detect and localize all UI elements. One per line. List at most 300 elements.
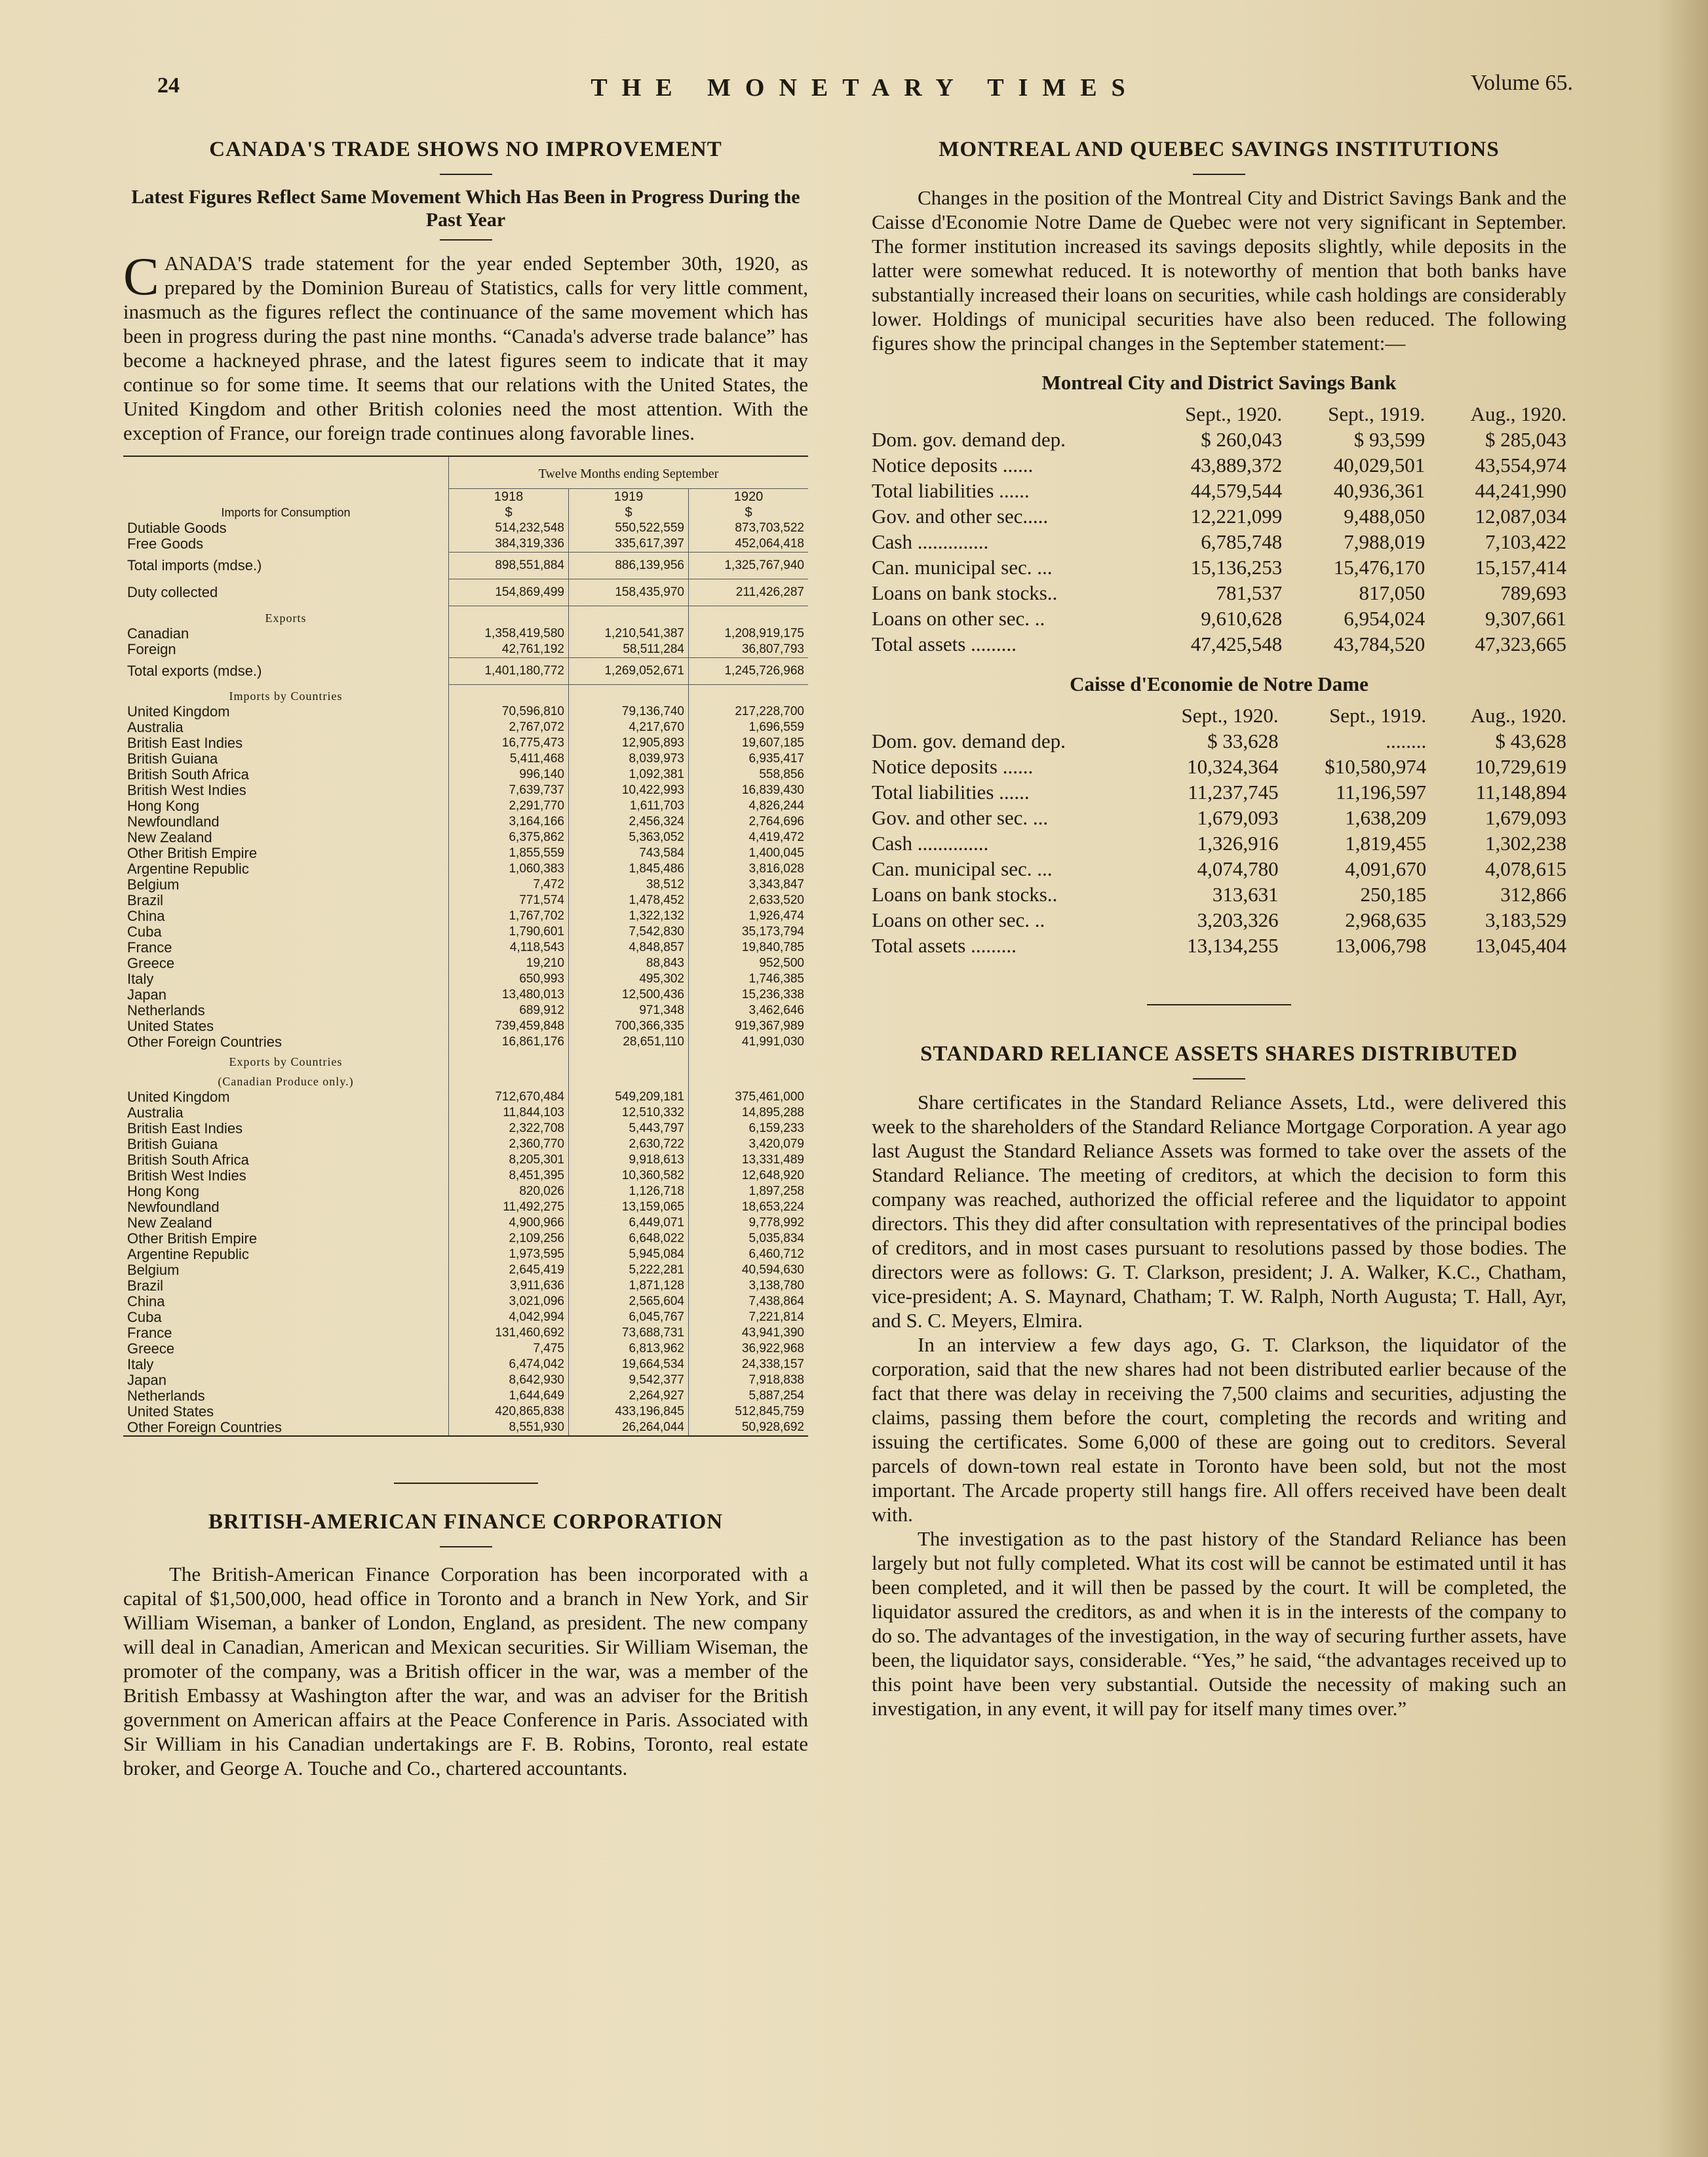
export-country-value: 820,026 (449, 1184, 569, 1199)
import-country-value: 650,993 (449, 971, 569, 987)
import-country-value: 4,848,857 (569, 940, 689, 956)
export-country-value: 73,688,731 (569, 1325, 689, 1341)
montreal-row (872, 503, 1566, 529)
export-country-label: Greece (127, 1340, 175, 1357)
export-country-value: 5,945,084 (569, 1247, 689, 1262)
duty-collected-label: Duty collected (127, 584, 218, 600)
import-country-value: 41,991,030 (689, 1034, 809, 1050)
montreal-value: $ 93,599 (1353, 428, 1426, 451)
total-imports-value: 898,551,884 (449, 553, 569, 579)
import-country-row (123, 767, 808, 783)
export-row (123, 626, 808, 642)
export-country-value: 13,159,065 (569, 1199, 689, 1215)
import-country-row (123, 735, 808, 751)
import-country-label: United States (127, 1018, 214, 1034)
export-country-value: 6,474,042 (449, 1357, 569, 1372)
export-country-label: Other British Empire (127, 1230, 258, 1247)
export-country-value: 6,159,233 (689, 1121, 809, 1137)
caisse-value: 1,326,916 (1197, 832, 1279, 855)
import-country-label: United Kingdom (127, 703, 230, 720)
export-country-row (123, 1357, 808, 1372)
montreal-value: 15,136,253 (1190, 556, 1283, 579)
import-country-value: 15,236,338 (689, 987, 809, 1003)
montreal-value: 817,050 (1359, 581, 1426, 604)
article-body-trade (123, 246, 808, 445)
import-country-value: 2,291,770 (449, 798, 569, 814)
export-country-value: 5,887,254 (689, 1388, 809, 1404)
total-exports-value: 1,269,052,671 (569, 657, 689, 684)
import-country-label: Brazil (127, 892, 164, 908)
import-country-value: 1,790,601 (449, 924, 569, 940)
export-country-label: Hong Kong (127, 1183, 200, 1199)
blank-cell (689, 606, 809, 626)
export-country-label: Japan (127, 1372, 166, 1388)
import-value: 452,064,418 (689, 536, 809, 553)
import-country-label: Cuba (127, 923, 162, 940)
export-country-label: British West Indies (127, 1167, 246, 1184)
import-country-value: 1,060,383 (449, 861, 569, 877)
right-column (872, 138, 1566, 1720)
import-country-value: 1,611,703 (569, 798, 689, 814)
import-country-row (123, 971, 808, 987)
import-country-value: 5,363,052 (569, 830, 689, 845)
total-exports-row (123, 657, 808, 684)
caisse-value: 11,196,597 (1335, 781, 1427, 804)
import-country-value: 919,367,989 (689, 1019, 809, 1034)
import-country-label: Greece (127, 955, 175, 971)
montreal-value: 43,784,520 (1333, 632, 1426, 655)
export-country-label: United States (127, 1403, 214, 1420)
trade-statistics-table (123, 456, 808, 1437)
article-title-savings: MONTREAL AND QUEBEC SAVINGS INSTITUTIONS (939, 138, 1500, 161)
caisse-value: 1,302,238 (1485, 832, 1566, 855)
montreal-label: Cash .............. (872, 530, 989, 553)
publication-title: THE MONETARY TIMES (591, 74, 1140, 102)
export-country-value: 19,664,534 (569, 1357, 689, 1372)
caisse-value: 312,866 (1500, 883, 1566, 906)
blank-cell (569, 1050, 689, 1070)
import-country-value: 2,633,520 (689, 893, 809, 908)
export-country-value: 4,042,994 (449, 1310, 569, 1325)
caisse-value: 11,237,745 (1188, 781, 1279, 804)
export-country-value: 712,670,484 (449, 1089, 569, 1105)
export-country-value: 10,360,582 (569, 1168, 689, 1184)
export-country-label: Cuba (127, 1309, 162, 1325)
export-country-row (123, 1199, 808, 1215)
export-value: 1,210,541,387 (569, 626, 689, 642)
export-country-value: 549,209,181 (569, 1089, 689, 1105)
export-country-value: 375,461,000 (689, 1089, 809, 1105)
import-country-value: 7,472 (449, 877, 569, 893)
caisse-label: Dom. gov. demand dep. (872, 729, 1066, 752)
import-country-value: 35,173,794 (689, 924, 809, 940)
caisse-value: $ 43,628 (1495, 729, 1566, 752)
import-country-value: 16,775,473 (449, 735, 569, 751)
import-country-value: 689,912 (449, 1003, 569, 1019)
export-country-label: Argentine Republic (127, 1246, 249, 1262)
export-country-value: 12,510,332 (569, 1105, 689, 1121)
article-title-british-american: BRITISH-AMERICAN FINANCE CORPORATION (208, 1510, 724, 1534)
import-row (123, 520, 808, 536)
exports-countries-section-label: Exports by Countries (229, 1055, 343, 1068)
total-exports-label: Total exports (mdse.) (127, 662, 262, 679)
volume-label: Volume 65. (1470, 71, 1573, 95)
export-country-label: Netherlands (127, 1388, 205, 1404)
export-country-label: Other Foreign Countries (127, 1419, 282, 1435)
export-country-value: 18,653,224 (689, 1199, 809, 1215)
export-value: 36,807,793 (689, 642, 809, 658)
import-country-value: 743,584 (569, 845, 689, 861)
montreal-value: 44,579,544 (1190, 479, 1283, 502)
import-country-value: 70,596,810 (449, 704, 569, 720)
montreal-value: 7,103,422 (1485, 530, 1566, 553)
import-country-value: 2,764,696 (689, 814, 809, 830)
title-rule (1193, 174, 1245, 175)
import-country-value: 7,542,830 (569, 924, 689, 940)
import-country-row (123, 720, 808, 735)
caisse-row (872, 882, 1566, 907)
montreal-row (872, 580, 1566, 606)
export-country-value: 8,551,930 (449, 1420, 569, 1436)
caisse-value: 4,078,615 (1485, 857, 1566, 880)
exports-countries-section (123, 1050, 808, 1070)
drop-cap: C (123, 246, 159, 306)
trade-years-header (123, 489, 808, 505)
import-country-label: British Guiana (127, 750, 218, 767)
import-country-value: 1,092,381 (569, 767, 689, 783)
montreal-value: 15,157,414 (1475, 556, 1566, 579)
export-country-row (123, 1372, 808, 1388)
import-country-label: Netherlands (127, 1002, 205, 1019)
montreal-label: Total liabilities ...... (872, 479, 1030, 502)
import-label: Dutiable Goods (127, 520, 227, 536)
export-label: Canadian (127, 625, 189, 642)
export-country-value: 1,897,258 (689, 1184, 809, 1199)
caisse-value: 1,819,455 (1345, 832, 1427, 855)
import-country-row (123, 783, 808, 798)
export-value: 58,511,284 (569, 642, 689, 658)
imports-countries-section (123, 684, 808, 704)
montreal-header-row (872, 401, 1566, 427)
import-country-value: 16,861,176 (449, 1034, 569, 1050)
blank-cell (872, 401, 1139, 427)
export-country-value: 8,205,301 (449, 1152, 569, 1168)
import-country-label: Belgium (127, 876, 180, 893)
export-country-value: 24,338,157 (689, 1357, 809, 1372)
montreal-value: 9,307,661 (1485, 607, 1566, 630)
caisse-value: 10,729,619 (1475, 755, 1566, 778)
export-country-value: 11,844,103 (449, 1105, 569, 1121)
caisse-value: $ 33,628 (1207, 729, 1279, 752)
export-country-value: 1,644,649 (449, 1388, 569, 1404)
montreal-value: 9,610,628 (1201, 607, 1283, 630)
caisse-value: 11,148,894 (1475, 781, 1566, 804)
export-country-value: 5,443,797 (569, 1121, 689, 1137)
total-exports-value: 1,245,726,968 (689, 657, 809, 684)
import-country-value: 10,422,993 (569, 783, 689, 798)
import-country-value: 3,164,166 (449, 814, 569, 830)
import-country-value: 495,302 (569, 971, 689, 987)
subtitle-rule (440, 239, 492, 241)
import-country-value: 2,456,324 (569, 814, 689, 830)
caisse-value: 250,185 (1360, 883, 1427, 906)
page-number: 24 (157, 73, 180, 98)
import-country-value: 1,845,486 (569, 861, 689, 877)
export-value: 1,208,919,175 (689, 626, 809, 642)
export-country-row (123, 1184, 808, 1199)
caisse-label: Cash .............. (872, 832, 989, 855)
import-country-value: 16,839,430 (689, 783, 809, 798)
export-country-value: 13,331,489 (689, 1152, 809, 1168)
import-country-value: 3,343,847 (689, 877, 809, 893)
export-country-value: 1,871,128 (569, 1278, 689, 1294)
export-country-value: 8,642,930 (449, 1372, 569, 1388)
import-value: 550,522,559 (569, 520, 689, 536)
caisse-column-header: Sept., 1920. (1181, 704, 1279, 727)
import-value: 335,617,397 (569, 536, 689, 553)
standard-reliance-paragraph-1: Share certificates in the Standard Reliance Assets, Ltd., were delivered this week to the shareholders of the Standard Reliance Mortgage Corporation. A year ago last August the Standard Reliance Assets was formed to take over the assets of the Standard Reliance. The meeting of creditors, at which the decision to form this company was reached, authorized the official referee and the liquidator to appoint directors. This they did after consultation with representatives of the principal bodies of creditors, and in most cases pursuant to resolutions passed by those bodies. The directors were as follows: G. T. Clarkson, president; J. A. Walker, K.C., Chatham, vice-president; A. S. Maynard, Chatham; T. W. Ralph, North Augusta; T. Hall, Ayr, and S. C. Meyers, Elmira. (872, 1091, 1566, 1332)
montreal-savings-table (872, 401, 1566, 657)
caisse-row (872, 933, 1566, 958)
import-country-row (123, 893, 808, 908)
export-country-value: 3,911,636 (449, 1278, 569, 1294)
export-country-value: 4,900,966 (449, 1215, 569, 1231)
caisse-value: 1,679,093 (1485, 806, 1566, 829)
montreal-value: 40,936,361 (1333, 479, 1426, 502)
page-header (157, 73, 1573, 113)
blank-cell (689, 684, 809, 704)
montreal-value: 6,954,024 (1344, 607, 1426, 630)
export-country-row (123, 1215, 808, 1231)
export-country-value: 12,648,920 (689, 1168, 809, 1184)
export-label: Foreign (127, 640, 176, 657)
import-country-value: 739,459,848 (449, 1019, 569, 1034)
montreal-label: Dom. gov. demand dep. (872, 428, 1066, 451)
export-country-value: 6,460,712 (689, 1247, 809, 1262)
import-country-value: 3,816,028 (689, 861, 809, 877)
separator-rule (1147, 1004, 1291, 1005)
montreal-table-title: Montreal City and District Savings Bank (1041, 371, 1397, 394)
export-country-value: 131,460,692 (449, 1325, 569, 1341)
export-country-value: 43,941,390 (689, 1325, 809, 1341)
export-country-value: 14,895,288 (689, 1105, 809, 1121)
import-country-row (123, 1003, 808, 1019)
trade-text: ANADA'S trade statement for the year ended September 30th, 1920, as prepared by the Dominion Bureau of Statistics, calls for very little comment, inasmuch as the figures reflect the continuance of the same movement which has been in progress during the past nine months. “Canada's adverse trade balance” has become a hackneyed phrase, and the latest figures seem to indicate that it may continue so for some time. It seems that our relations with the United States, the United Kingdom and other British colonies need the most attention. With the exception of France, our foreign trade continues along favorable lines. (123, 252, 808, 444)
montreal-row (872, 478, 1566, 503)
blank-cell (449, 606, 569, 626)
export-country-row (123, 1262, 808, 1278)
caisse-value: $10,580,974 (1325, 755, 1427, 778)
caisse-label: Loans on other sec. .. (872, 908, 1045, 931)
import-country-label: New Zealand (127, 829, 212, 845)
import-country-row (123, 956, 808, 971)
import-country-label: Japan (127, 986, 166, 1003)
montreal-value: $ 285,043 (1485, 428, 1566, 451)
export-value: 42,761,192 (449, 642, 569, 658)
caisse-row (872, 754, 1566, 779)
article-title-standard-reliance: STANDARD RELIANCE ASSETS SHARES DISTRIBUTED (920, 1042, 1518, 1066)
montreal-value: 43,554,974 (1475, 454, 1566, 476)
caisse-row (872, 830, 1566, 856)
caisse-value: ........ (1386, 729, 1427, 752)
import-country-value: 4,419,472 (689, 830, 809, 845)
import-country-value: 5,411,468 (449, 751, 569, 767)
import-label: Free Goods (127, 535, 204, 553)
caisse-value: 13,045,404 (1475, 934, 1566, 957)
total-imports-label: Total imports (mdse.) (127, 557, 262, 573)
import-country-row (123, 877, 808, 893)
left-column (123, 138, 808, 1780)
import-country-value: 1,855,559 (449, 845, 569, 861)
montreal-row (872, 427, 1566, 452)
caisse-label: Total liabilities ...... (872, 781, 1030, 804)
article-title-trade: CANADA'S TRADE SHOWS NO IMPROVEMENT (209, 138, 722, 161)
export-country-value: 11,492,275 (449, 1199, 569, 1215)
blank-cell (449, 684, 569, 704)
import-country-value: 1,478,452 (569, 893, 689, 908)
import-country-value: 6,375,862 (449, 830, 569, 845)
export-country-value: 50,928,692 (689, 1420, 809, 1436)
caisse-column-header: Sept., 1919. (1329, 704, 1427, 727)
duty-collected-row (123, 579, 808, 606)
export-country-row (123, 1310, 808, 1325)
import-country-row (123, 987, 808, 1003)
export-country-value: 6,813,962 (569, 1341, 689, 1357)
export-country-value: 2,322,708 (449, 1121, 569, 1137)
duty-collected-value: 154,869,499 (449, 579, 569, 606)
export-country-label: Newfoundland (127, 1199, 220, 1215)
import-country-value: 1,767,702 (449, 908, 569, 924)
export-country-row (123, 1404, 808, 1420)
import-country-value: 2,767,072 (449, 720, 569, 735)
title-rule (440, 174, 492, 175)
import-country-row (123, 798, 808, 814)
export-country-value: 7,438,864 (689, 1294, 809, 1310)
montreal-value: 7,988,019 (1344, 530, 1426, 553)
article-body-british-american: The British-American Finance Corporation has been incorporated with a capital of $1,500,000, head office in Toronto and a branch in New York, and Sir William Wiseman, a banker of London, England, as president. The new company will deal in Canadian, American and Mexican securities. Sir William Wiseman, the promoter of the company, was a British officer in the war, was a member of the British Embassy at Washington after the war, and was an adviser for the British government on American affairs at the Peace Conference in Paris. Associated with Sir William in his Canadian undertakings are F. B. Robins, Toronto, real estate broker, and George A. Touche and Co., chartered accountants. (123, 1563, 808, 1779)
blank-cell (872, 703, 1136, 728)
export-country-label: British South Africa (127, 1152, 249, 1168)
blank-cell (449, 1050, 569, 1070)
import-country-label: Newfoundland (127, 813, 220, 830)
import-country-value: 4,826,244 (689, 798, 809, 814)
export-country-value: 2,645,419 (449, 1262, 569, 1278)
export-country-label: Italy (127, 1356, 154, 1372)
exports-countries-subsection-label: (Canadian Produce only.) (218, 1075, 354, 1088)
period-header: Twelve Months ending September (449, 456, 809, 489)
import-country-row (123, 830, 808, 845)
export-country-value: 3,138,780 (689, 1278, 809, 1294)
imports-countries-section-label: Imports by Countries (229, 690, 343, 703)
montreal-label: Loans on other sec. .. (872, 607, 1045, 630)
montreal-row (872, 631, 1566, 657)
montreal-label: Loans on bank stocks.. (872, 581, 1058, 604)
export-country-value: 5,222,281 (569, 1262, 689, 1278)
import-country-value: 79,136,740 (569, 704, 689, 720)
export-country-value: 2,360,770 (449, 1137, 569, 1152)
currency-label: $ (449, 505, 569, 520)
exports-section-label: Exports (265, 611, 307, 625)
imports-header: Imports for Consumption (221, 506, 351, 519)
import-country-value: 12,905,893 (569, 735, 689, 751)
import-country-value: 4,217,670 (569, 720, 689, 735)
export-country-row (123, 1152, 808, 1168)
export-country-row (123, 1341, 808, 1357)
export-country-value: 9,918,613 (569, 1152, 689, 1168)
montreal-value: 781,537 (1216, 581, 1283, 604)
import-country-value: 1,696,559 (689, 720, 809, 735)
export-country-row (123, 1137, 808, 1152)
import-country-label: Hong Kong (127, 798, 200, 814)
montreal-value: 43,889,372 (1190, 454, 1283, 476)
import-country-label: Australia (127, 719, 184, 735)
import-country-value: 8,039,973 (569, 751, 689, 767)
import-country-label: British South Africa (127, 766, 249, 783)
montreal-row (872, 452, 1566, 478)
caisse-value: 4,074,780 (1197, 857, 1279, 880)
import-country-value: 6,935,417 (689, 751, 809, 767)
export-country-value: 7,918,838 (689, 1372, 809, 1388)
export-country-label: United Kingdom (127, 1089, 230, 1105)
export-country-label: Brazil (127, 1277, 164, 1294)
import-country-value: 952,500 (689, 956, 809, 971)
trade-period-header (123, 456, 808, 489)
export-country-label: British Guiana (127, 1136, 218, 1152)
caisse-value: 1,638,209 (1345, 806, 1427, 829)
export-country-row (123, 1420, 808, 1436)
montreal-value: 6,785,748 (1201, 530, 1283, 553)
export-country-row (123, 1231, 808, 1247)
import-country-value: 558,856 (689, 767, 809, 783)
caisse-label: Loans on bank stocks.. (872, 883, 1058, 906)
montreal-label: Total assets ......... (872, 632, 1017, 655)
import-row (123, 536, 808, 553)
year-header: 1919 (569, 489, 689, 505)
import-country-row (123, 908, 808, 924)
import-country-value: 217,228,700 (689, 704, 809, 720)
duty-collected-value: 158,435,970 (569, 579, 689, 606)
import-country-value: 13,480,013 (449, 987, 569, 1003)
import-country-value: 4,118,543 (449, 940, 569, 956)
montreal-value: 44,241,990 (1475, 479, 1566, 502)
standard-reliance-paragraph-3: The investigation as to the past history of the Standard Reliance has been largely but not fully completed. What its cost will be cannot be estimated until it has been completed, and it will then be passed by the court. It will be completed, the liquidator assured the creditors, as and when it is in the interests of the company to do so. The advantages of the investigation, in the way of securing further assets, have been, the liquidator says, considerable. “Yes,” he said, “the advantages received up to this point have been very substantial. Outside the necessity of making such an investigation, in any event, it will pay for itself many times over.” (872, 1527, 1566, 1720)
export-country-value: 7,475 (449, 1341, 569, 1357)
export-country-row (123, 1278, 808, 1294)
import-country-value: 1,322,132 (569, 908, 689, 924)
caisse-row (872, 907, 1566, 933)
caisse-label: Total assets ......... (872, 934, 1017, 957)
export-country-value: 26,264,044 (569, 1420, 689, 1436)
caisse-value: 10,324,364 (1187, 755, 1279, 778)
total-imports-value: 1,325,767,940 (689, 553, 809, 579)
import-country-label: Argentine Republic (127, 861, 249, 877)
caisse-label: Gov. and other sec. ... (872, 806, 1049, 829)
montreal-row (872, 529, 1566, 554)
import-country-row (123, 751, 808, 767)
currency-label: $ (689, 505, 809, 520)
title-rule (1193, 1078, 1245, 1079)
export-country-label: Australia (127, 1104, 184, 1121)
montreal-value: 12,221,099 (1190, 505, 1283, 528)
import-country-value: 7,639,737 (449, 783, 569, 798)
exports-countries-subsection (123, 1070, 808, 1089)
duty-collected-value: 211,426,287 (689, 579, 809, 606)
export-country-value: 8,451,395 (449, 1168, 569, 1184)
caisse-value: 2,968,635 (1345, 908, 1427, 931)
export-country-value: 2,264,927 (569, 1388, 689, 1404)
export-country-value: 1,973,595 (449, 1247, 569, 1262)
caisse-value: 313,631 (1212, 883, 1279, 906)
